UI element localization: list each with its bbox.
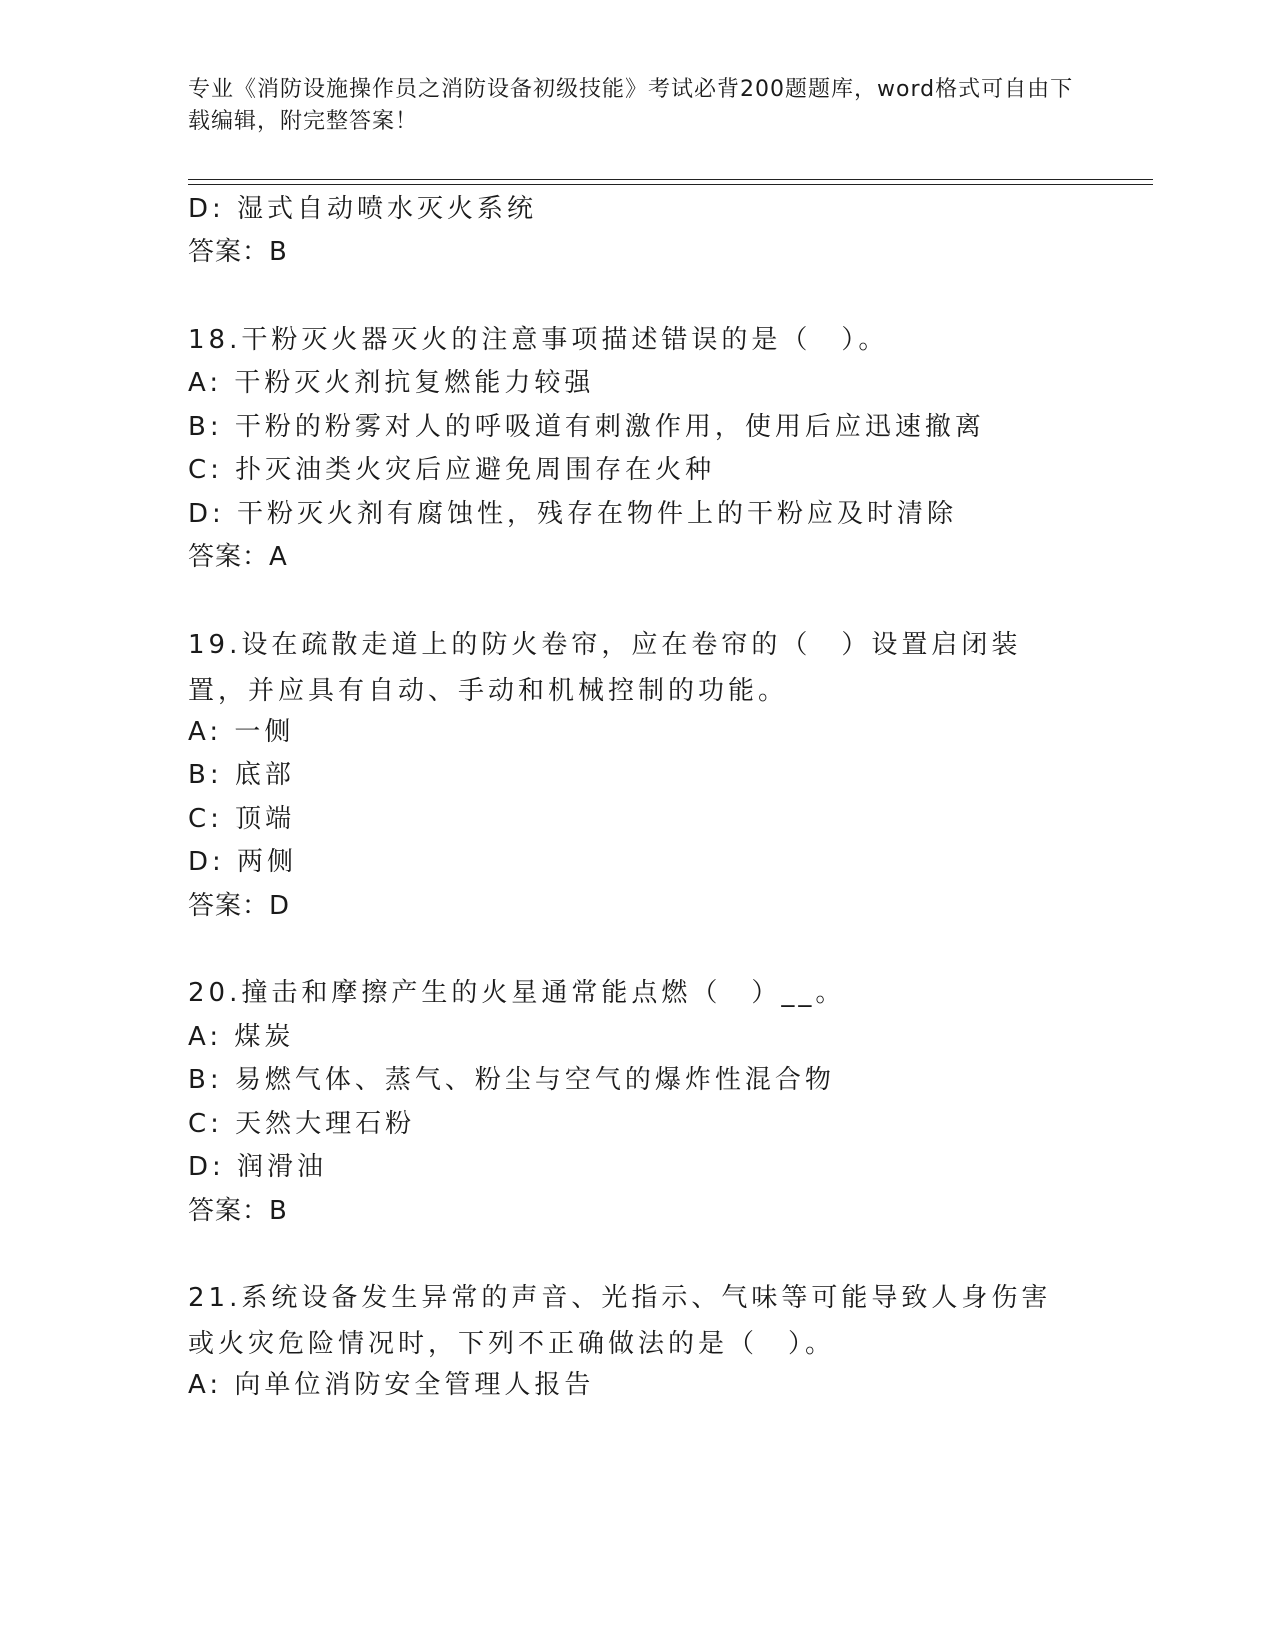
option-d: D: 润滑油 (188, 1152, 328, 1182)
option-d: D: 湿式自动喷水灭火系统 (188, 194, 538, 224)
question-stem: 20.撞击和摩擦产生的火星通常能点燃（ ）__。 (188, 978, 846, 1008)
option-c: C: 扑灭油类火灾后应避免周围存在火种 (188, 455, 716, 485)
header-rule-top (188, 179, 1153, 180)
option-d: D: 两侧 (188, 847, 298, 877)
document-header: 专业《消防设施操作员之消防设备初级技能》考试必背200题题库，word格式可自由下载编辑，附完整答案！ (188, 77, 1074, 134)
question-stem: 19.设在疏散走道上的防火卷帘，应在卷帘的（ ）设置启闭装置，并应具有自动、手动和机械控制的功能。 (188, 630, 1022, 706)
question-stem: 18.干粉灭火器灭火的注意事项描述错误的是（ ）。 (188, 325, 889, 355)
option-b: B: 易燃气体、蒸气、粉尘与空气的爆炸性混合物 (188, 1065, 835, 1095)
question-stem: 21.系统设备发生异常的声音、光指示、气味等可能导致人身伤害或火灾危险情况时，下列不正确做法的是（ ）。 (188, 1283, 1052, 1359)
option-c: C: 顶端 (188, 804, 296, 834)
answer-line: 答案：A (188, 542, 288, 572)
option-c: C: 天然大理石粉 (188, 1109, 416, 1139)
answer-line: 答案：B (188, 1196, 288, 1226)
option-a: A: 向单位消防安全管理人报告 (188, 1370, 595, 1400)
header-rule-bottom (188, 184, 1153, 185)
answer-line: 答案：B (188, 237, 288, 267)
option-d: D: 干粉灭火剂有腐蚀性，残存在物件上的干粉应及时清除 (188, 499, 958, 529)
option-a: A: 煤炭 (188, 1022, 295, 1052)
option-b: B: 底部 (188, 760, 295, 790)
option-b: B: 干粉的粉雾对人的呼吸道有刺激作用，使用后应迅速撤离 (188, 412, 985, 442)
answer-line: 答案：D (188, 891, 291, 921)
option-a: A: 干粉灭火剂抗复燃能力较强 (188, 368, 595, 398)
option-a: A: 一侧 (188, 717, 295, 747)
